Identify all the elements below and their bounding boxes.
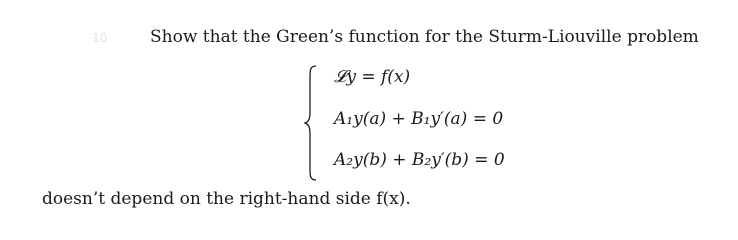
- problem-intro: Show that the Green’s function for the Sturm-Liouville problem: [150, 27, 699, 47]
- problem-number: 10: [92, 31, 108, 45]
- left-brace-icon: [304, 64, 318, 182]
- equation-system: [304, 64, 604, 184]
- problem-conclusion: doesn’t depend on the right-hand side f(x).: [42, 189, 411, 209]
- equation-boundary-b: A₂y(b) + B₂y′(b) = 0: [334, 150, 505, 170]
- equation-operator: 𝓛y = f(x): [334, 67, 411, 87]
- equation-boundary-a: A₁y(a) + B₁y′(a) = 0: [334, 109, 504, 129]
